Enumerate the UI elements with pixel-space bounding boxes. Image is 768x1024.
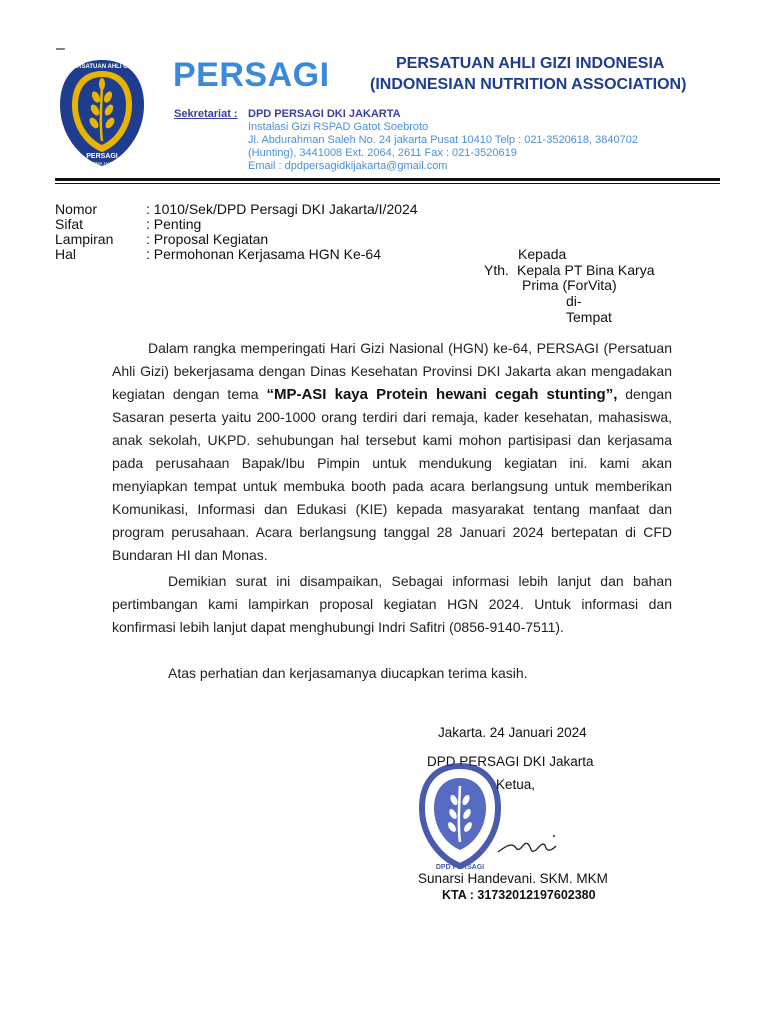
place-date: Jakarta. 24 Januari 2024 (438, 725, 587, 740)
header-divider (55, 178, 720, 181)
logo-text-top: PERSATUAN AHLI GIZI (69, 64, 135, 70)
address-line: Instalasi Gizi RSPAD Gatot Soebroto (248, 121, 429, 133)
recipient-line: Tempat (566, 309, 612, 325)
secretariat-name: DPD PERSAGI DKI JAKARTA (248, 108, 401, 120)
association-name-en: (INDONESIAN NUTRITION ASSOCIATION) (370, 76, 687, 93)
logo-text-bottom: PERSAGI (86, 153, 118, 160)
sifat-label: Sifat (55, 216, 84, 232)
event-theme: “MP-ASI kaya Protein hewani cegah stunting”, (266, 386, 618, 403)
email-line: Email : dpdpersagidkijakarta@gmail.com (248, 160, 448, 172)
address-line: (Hunting), 3441008 Ext. 2064, 2611 Fax : 021-3520619 (248, 147, 517, 159)
sifat-value: : Penting (146, 216, 202, 232)
kta-number: KTA : 31732012197602380 (442, 888, 596, 902)
recipient-line: Kepala PT Bina Karya (517, 262, 655, 278)
body-paragraph-1 (112, 337, 672, 567)
brand-title: PERSAGI (173, 56, 330, 94)
p1-rest: dengan Sasaran peserta yaitu 200-1000 orang terdiri dari remaja, kader kesehatan, mahasiswa, anak sekolah, UKPD. sehubungan hal tersebut kami mohon partisipasi dan kerjasama pada perusahaan Bapak/Ibu Pimpin untuk mendukung kegiatan ini. kami akan menyiapkan tempat untuk membuka booth pada acara berlangsung untuk memberikan Komunikasi, Informasi dan Edukasi (KIE) kepada masyarakat tentang manfaat dan program perusahaan. Acara berlangsung tanggal 28 Januari 2024 bertepatan di CFD Bundaran HI dan Monas. (112, 386, 672, 563)
header-divider-thin (55, 183, 720, 184)
p1-intro: Dalam rangka memperingati Hari Gizi Nasional (HGN) ke-64, PERSAGI (Persatuan Ahli Gizi) bekerjasama dengan Dinas Kesehatan Provinsi DKI Jakarta akan mengadakan kegiatan dengan tema (112, 340, 672, 402)
secretariat-label: Sekretariat : (174, 108, 238, 120)
hal-label: Hal (55, 246, 77, 262)
handwritten-signature (494, 830, 564, 860)
signature-org: DPD PERSAGI DKI Jakarta (427, 754, 594, 769)
address-line: Jl. Abdurahman Saleh No. 24 jakarta Pusat 10410 Telp : 021-3520618, 3840702 (248, 134, 638, 146)
signatory-name: Sunarsi Handevani. SKM. MKM (418, 871, 608, 886)
recipient-line: Prima (ForVita) (522, 277, 617, 293)
nomor-label: Nomor (55, 201, 98, 217)
logo-motto: DARMA HARDI (86, 161, 118, 166)
lampiran-value: : Proposal Kegiatan (146, 231, 269, 247)
signature-role: Ketua, (496, 777, 536, 792)
closing-line: Atas perhatian dan kerjasamanya diucapkan terima kasih. (168, 665, 528, 681)
recipient-yth: Yth. (484, 262, 509, 278)
body-paragraph-2: Demikian surat ini disampaikan, Sebagai informasi lebih lanjut dan bahan pertimbangan kami lampirkan proposal kegiatan HGN 2024. Untuk informasi dan konfirmasi lebih lanjut dapat menghubungi Indri Safitri (0856-9140-7511). (112, 573, 672, 635)
persagi-logo (58, 57, 146, 169)
corner-dash: – (56, 40, 65, 57)
lampiran-label: Lampiran (55, 231, 114, 247)
recipient-kepada: Kepada (518, 246, 567, 262)
stamp-text: DPD PERSAGI (435, 864, 485, 871)
association-name: PERSATUAN AHLI GIZI INDONESIA (396, 55, 665, 72)
official-stamp (418, 762, 502, 872)
hal-value: : Permohonan Kerjasama HGN Ke-64 (146, 246, 381, 262)
recipient-line: di- (566, 293, 582, 309)
nomor-value: : 1010/Sek/DPD Persagi DKI Jakarta/I/2024 (146, 201, 418, 217)
